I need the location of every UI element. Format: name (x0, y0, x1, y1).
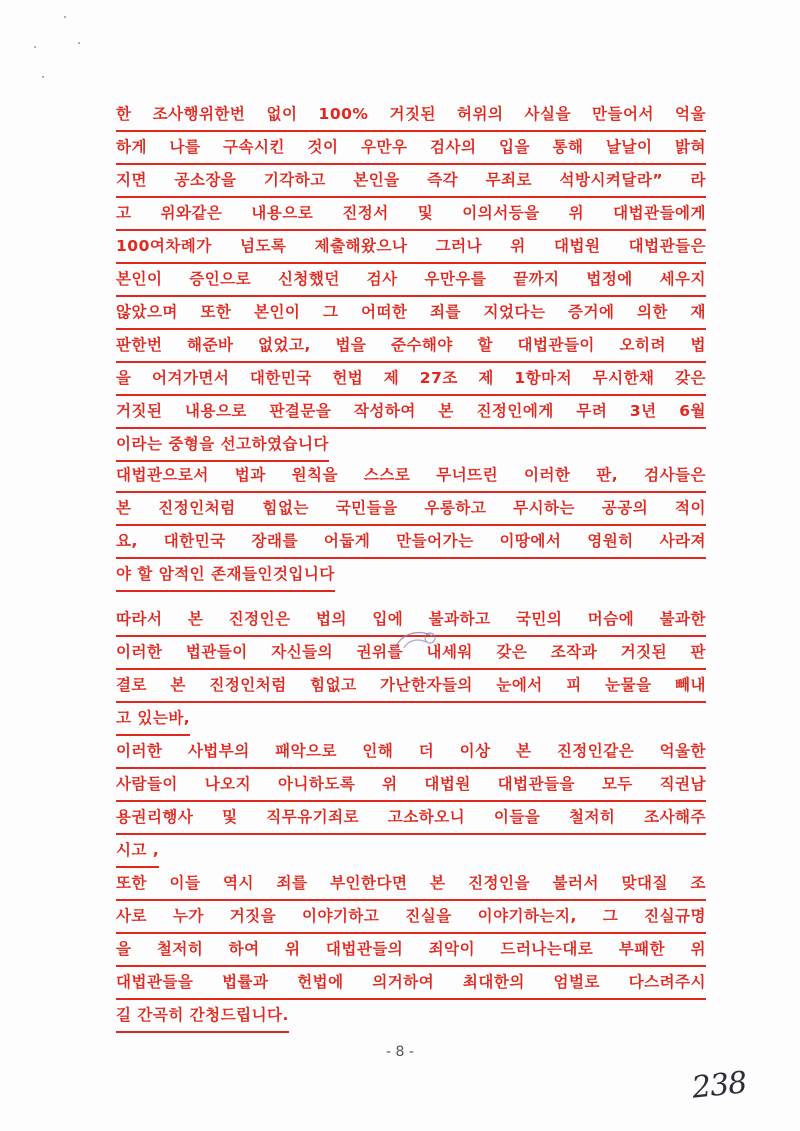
scan-speck (34, 46, 36, 48)
text-line: 고 있는바, (116, 702, 190, 736)
text-line: 따라서 본 진정인은 법의 입에 불과하고 국민의 머슴에 불과한 (116, 603, 706, 637)
text-line: 이러한 법관들이 자신들의 권위를 내세워 갖은 조작과 거짓된 판 (116, 636, 706, 670)
text-line: 고 위와같은 내용으로 진정서 및 이의서등을 위 대법관들에게 (116, 197, 706, 231)
text-line: 요, 대한민국 장래를 어둡게 만들어가는 이땅에서 영원히 사라져 (116, 525, 706, 559)
scan-speck (64, 16, 66, 18)
text-line: 을 철저히 하여 위 대법관들의 죄악이 드러나는대로 부패한 위 (116, 933, 706, 967)
text-line: 야 할 암적인 존재들인것입니다 (116, 558, 335, 592)
text-line: 대법관으로서 법과 원칙을 스스로 무너뜨린 이러한 판, 검사들은 (116, 459, 706, 493)
text-line: 지면 공소장을 기각하고 본인을 즉각 무죄로 석방시켜달라” 라 (116, 164, 706, 198)
text-line: 용권리행사 및 직무유기죄로 고소하오니 이들을 철저히 조사해주 (116, 801, 706, 835)
text-line: 않았으며 또한 본인이 그 어떠한 죄를 지었다는 증거에 의한 재 (116, 296, 706, 330)
scan-speck (42, 76, 44, 78)
text-line: 이러한 사법부의 패악으로 인해 더 이상 본 진정인같은 억울한 (116, 735, 706, 769)
text-line: 을 어겨가면서 대한민국 헌법 제 27조 제 1항마저 무시한채 갖은 (116, 362, 706, 396)
text-line: 본 진정인처럼 힘없는 국민들을 우롱하고 무시하는 공공의 적이 (116, 492, 706, 526)
text-line: 한 조사행위한번 없이 100% 거짓된 허위의 사실을 만들어서 억울 (116, 98, 706, 132)
text-line: 판한번 해준바 없었고, 법을 준수해야 할 대법관들이 오히려 법 (116, 329, 706, 363)
text-line: 길 간곡히 간청드립니다. (116, 999, 289, 1033)
text-line: 본인이 증인으로 신청했던 검사 우만우를 끝까지 법정에 세우지 (116, 263, 706, 297)
handwritten-page-number: 238 (690, 1065, 748, 1106)
stamp-mark (388, 626, 438, 660)
text-line: 거짓된 내용으로 판결문을 작성하여 본 진정인에게 무려 3년 6월 (116, 395, 706, 429)
text-line: 또한 이들 역시 죄를 부인한다면 본 진정인을 불러서 맞대질 조 (116, 867, 706, 901)
text-line: 사람들이 나오지 아니하도록 위 대법원 대법관들을 모두 직권남 (116, 768, 706, 802)
text-line: 이라는 중형을 선고하였습니다 (116, 428, 329, 462)
page-number: - 8 - (386, 1044, 414, 1060)
text-line: 시고 , (116, 834, 159, 868)
text-line: 대법관들을 법률과 헌법에 의거하여 최대한의 엄벌로 다스려주시 (116, 966, 706, 1000)
text-line: 하게 나를 구속시킨 것이 우만우 검사의 입을 통해 날날이 밝혀 (116, 131, 706, 165)
scan-speck (78, 42, 80, 44)
text-line: 결로 본 진정인처럼 힘없고 가난한자들의 눈에서 피 눈물을 빼내 (116, 669, 706, 703)
text-line: 100여차례가 넘도록 제출해왔으나 그러나 위 대법원 대법관들은 (116, 230, 706, 264)
text-line: 사로 누가 거짓을 이야기하고 진실을 이야기하는지, 그 진실규명 (116, 900, 706, 934)
